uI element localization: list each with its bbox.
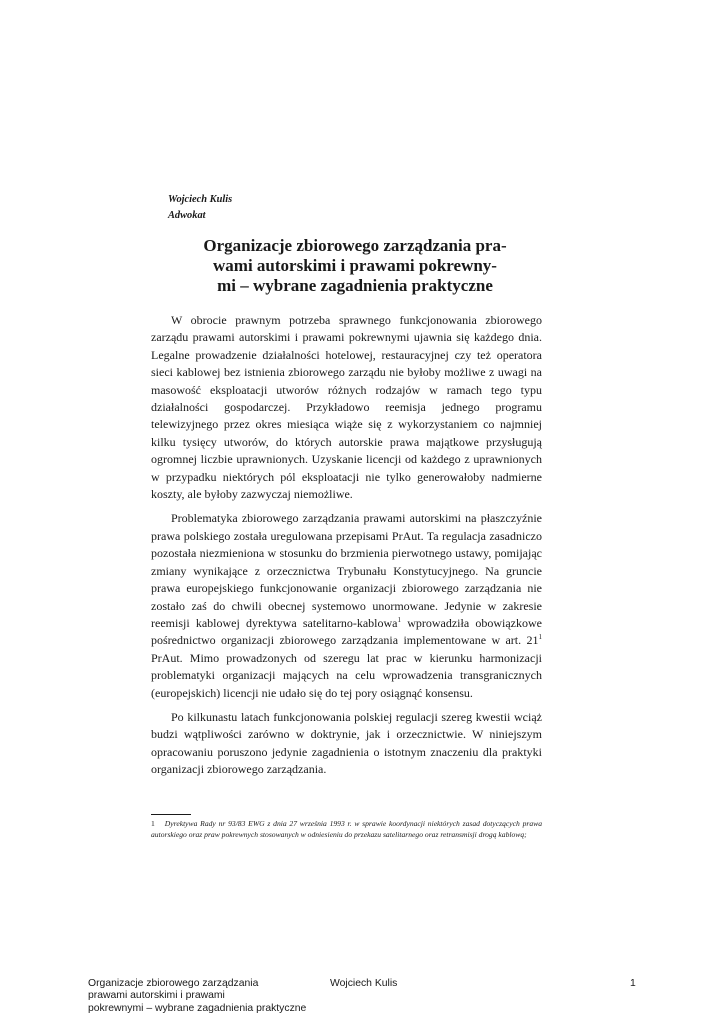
- article-superscript: 1: [538, 633, 542, 642]
- paragraph-2: [151, 510, 542, 701]
- paragraph-2-part-a: Problematyka zbiorowego zarządzania prawami autorskimi na płaszczyźnie prawa polskiego została uregulowana przepisami PrAut. Ta regulacja zasadniczo pozostała niezmieniona w stosunku do brzmienia pierwotnego ustawy, pomijając zmiany wynikające z orzecznictwa Trybunału Konstytucyjnego. Na gruncie prawa europejskiego funkcjonowanie organizacji zbiorowego zarządzania nie zostało zaś do chwili obecnej systemowo unormowane. Jedynie w zakresie reemisji kablowej dyrektywa satelitarno-kablowa: [151, 511, 542, 630]
- footnote: [151, 818, 542, 840]
- article-body: [151, 312, 542, 786]
- footnote-number: 1: [151, 819, 155, 828]
- author-role: Adwokat: [168, 210, 206, 221]
- title-line-1: Organizacje zbiorowego zarządzania pra-: [203, 236, 507, 255]
- footer-title-line-1: Organizacje zbiorowego zarządzania: [88, 978, 259, 989]
- paragraph-3: Po kilkunastu latach funkcjonowania polskiej regulacji szereg kwestii wciąż budzi wątpliwości zarówno w doktrynie, jak i orzecznictwie. W niniejszym opracowaniu poruszono jedynie zagadnienia o istotnym znaczeniu dla praktyki organizacji zbiorowego zarządzania.: [151, 709, 542, 777]
- footer-title: [88, 978, 306, 1015]
- article-title: [168, 236, 542, 296]
- author-name: Wojciech Kulis: [168, 194, 233, 205]
- title-line-2: wami autorskimi i prawami pokrewny-: [213, 256, 497, 275]
- paragraph-2-part-c: PrAut. Mimo prowadzonych od szeregu lat prac w kierunku harmonizacji problematyki organizacji mających na celu wprowadzenia transgranicznych (europejskich) licencji nie udało się do tej pory osiągnąć konsensu.: [151, 650, 542, 700]
- author-block: [168, 192, 232, 224]
- footer-author: Wojciech Kulis: [330, 978, 398, 989]
- title-line-3: mi – wybrane zagadnienia praktyczne: [217, 276, 493, 295]
- footnote-divider: [151, 814, 191, 815]
- footnote-text: Dyrektywa Rady nr 93/83 EWG z dnia 27 września 1993 r. w sprawie koordynacji niektórych zasad dotyczących prawa autorskiego oraz praw pokrewnych stosowanych w odniesieniu do przekazu satelitarnego oraz retransmisji drogą kablową;: [151, 819, 542, 839]
- paragraph-2-part-b: wprowadziła obowiązkowe pośrednictwo organizacji zbiorowego zarządzania implementowane w art. 21: [151, 615, 543, 648]
- footer-title-line-2: prawami autorskimi i prawami: [88, 990, 225, 1002]
- paragraph-1: W obrocie prawnym potrzeba sprawnego funkcjonowania zbiorowego zarządu prawami autorskimi i prawami pokrewnymi ujawnia się każdego dnia. Legalne prowadzenie działalności hotelowej, restauracyjnej czy też operatora sieci kablowej bez istnienia zbiorowego zarządu nie byłoby możliwe z uwagi na masowość eksploatacji utworów różnych rodzajów w ramach tego typu działalności gospodarczej. Przykładowo reemisja jednego programu telewizyjnego przez okres miesiąca wiąże się z wykorzystaniem co najmniej kilku tysięcy utworów, do których autorskie prawa majątkowe przysługują ogromnej liczbie uprawnionych. Uzyskanie licencji od każdego z uprawnionych w przypadku niektórych pól eksploatacji nie tylko generowałoby nadmierne koszty, ale byłoby zazwyczaj niemożliwe.: [151, 313, 542, 502]
- footnote-ref-1: 1: [397, 615, 401, 624]
- page-number: 1: [630, 978, 636, 989]
- footer-title-line-3: pokrewnymi – wybrane zagadnienia praktyczne: [88, 1002, 307, 1014]
